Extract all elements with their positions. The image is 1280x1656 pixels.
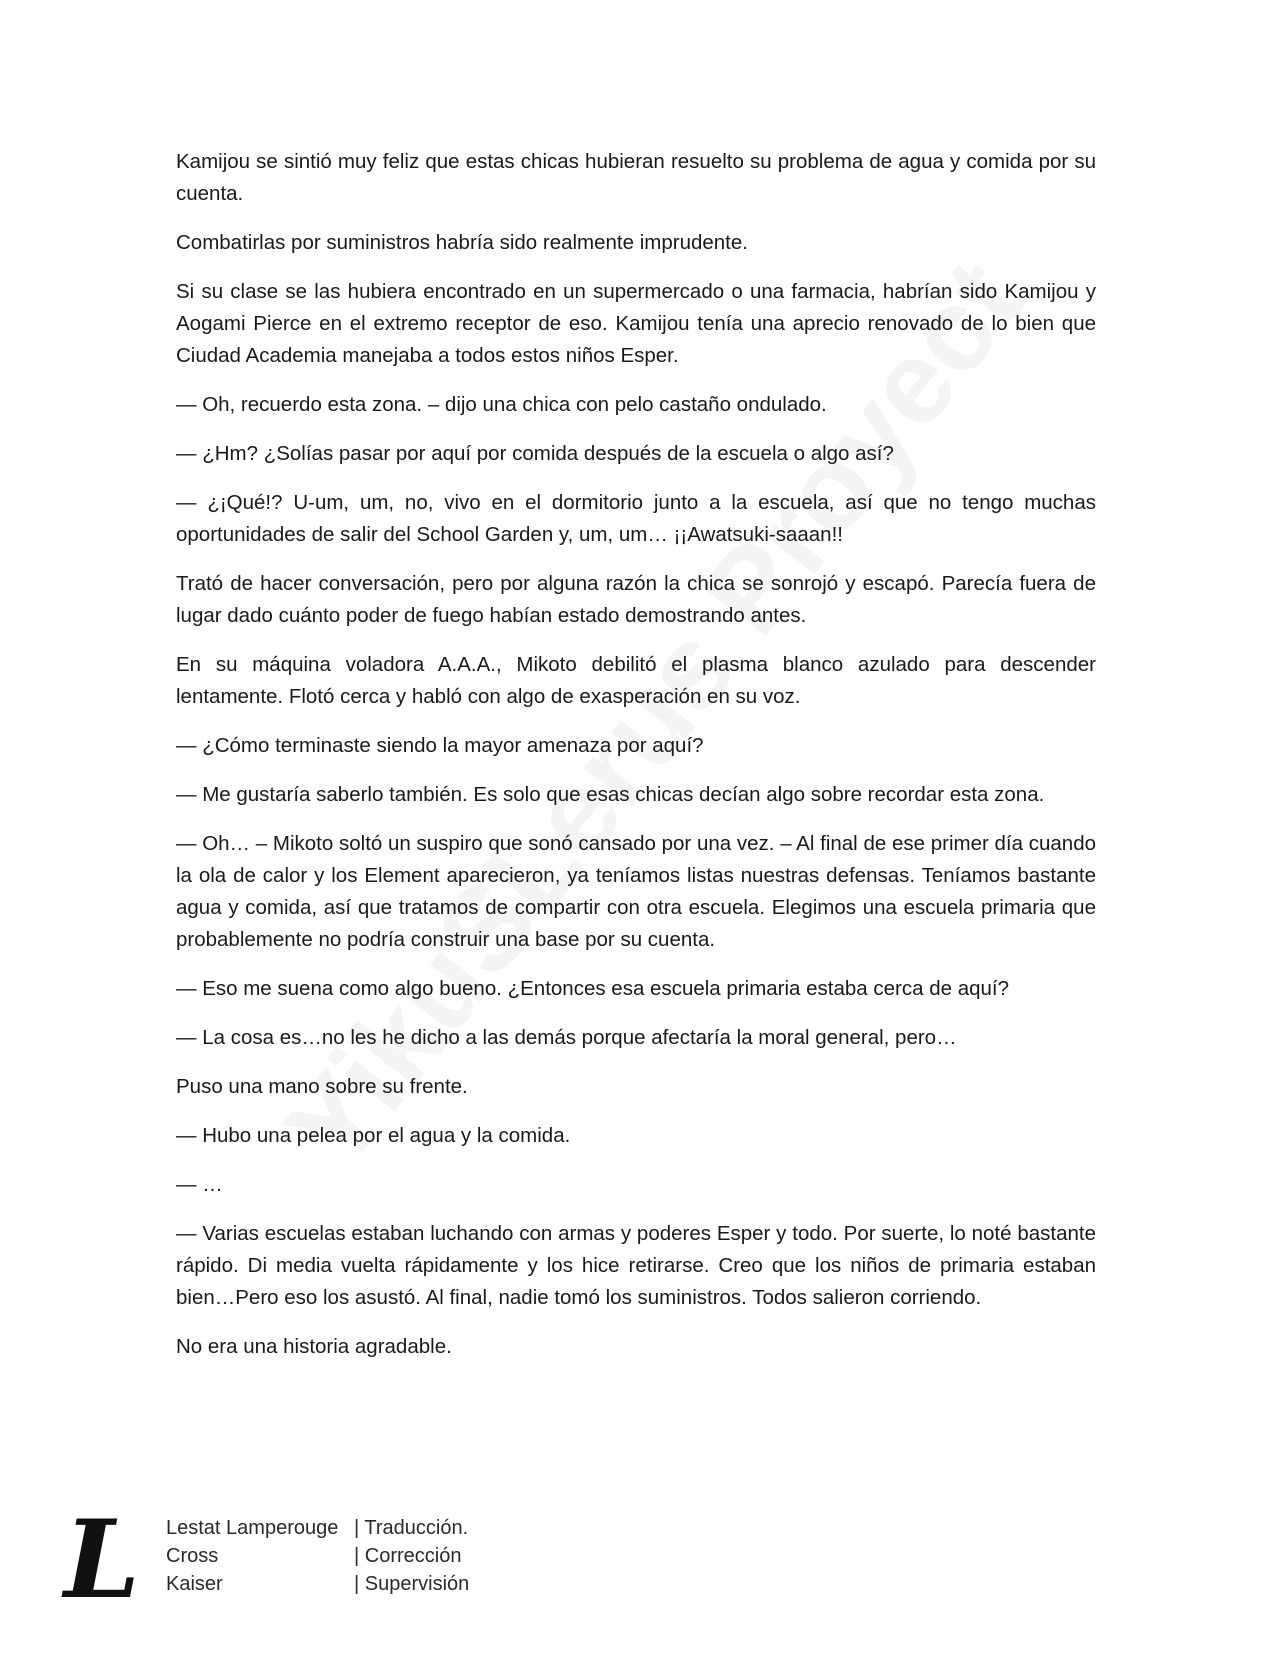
paragraph: Puso una mano sobre su frente. <box>176 1075 468 1098</box>
paragraph: — ¿¡Qué!? U-um, um, no, vivo en el dormitorio junto a la escuela, así que no tengo muchas oportunidades de salir del School Garden y, um, um… ¡¡Awatsuki-saaan!! <box>176 491 1096 546</box>
credit-name: Cross <box>166 1545 219 1567</box>
paragraph: Kamijou se sintió muy feliz que estas chicas hubieran resuelto su problema de agua y comida por su cuenta. <box>176 150 1096 205</box>
credit-role: | Traducción. <box>354 1517 469 1539</box>
credit-row <box>166 1514 469 1542</box>
paragraph: — … <box>176 1173 223 1196</box>
paragraph: — La cosa es…no les he dicho a las demás porque afectaría la moral general, pero… <box>176 1026 957 1049</box>
logo-l: L <box>64 1497 140 1623</box>
body-text <box>176 146 1096 1380</box>
paragraph: — ¿Hm? ¿Solías pasar por aquí por comida después de la escuela o algo así? <box>176 442 894 465</box>
paragraph: En su máquina voladora A.A.A., Mikoto debilitó el plasma blanco azulado para descender lentamente. Flotó cerca y habló con algo de exasperación en su voz. <box>176 653 1096 708</box>
paragraph: Trató de hacer conversación, pero por alguna razón la chica se sonrojó y escapó. Parecía fuera de lugar dado cuánto poder de fuego habían estado demostrando antes. <box>176 572 1096 627</box>
paragraph: — Me gustaría saberlo también. Es solo que esas chicas decían algo sobre recordar esta zona. <box>176 783 1045 806</box>
credit-role: | Supervisión <box>354 1573 470 1595</box>
paragraph: — ¿Cómo terminaste siendo la mayor amenaza por aquí? <box>176 734 704 757</box>
credit-row <box>166 1542 469 1570</box>
credit-name: Lestat Lamperouge <box>166 1517 339 1539</box>
paragraph: Combatirlas por suministros habría sido realmente imprudente. <box>176 231 748 254</box>
paragraph: — Oh, recuerdo esta zona. – dijo una chica con pelo castaño ondulado. <box>176 393 827 416</box>
paragraph: Si su clase se las hubiera encontrado en un supermercado o una farmacia, habrían sido Kamijou y Aogami Pierce en el extremo receptor de eso. Kamijou tenía una aprecio renovado de lo bien que Ciudad Academia manejaba a todos estos niños Esper. <box>176 280 1096 367</box>
credit-role: | Corrección <box>354 1545 462 1567</box>
paragraph: — Hubo una pelea por el agua y la comida. <box>176 1124 571 1147</box>
credit-row <box>166 1570 469 1598</box>
credits-block <box>166 1514 469 1598</box>
paragraph: No era una historia agradable. <box>176 1335 452 1358</box>
paragraph: — Eso me suena como algo bueno. ¿Entonces esa escuela primaria estaba cerca de aquí? <box>176 977 1010 1000</box>
paragraph: — Varias escuelas estaban luchando con armas y poderes Esper y todo. Por suerte, lo noté bastante rápido. Di media vuelta rápidamente y los hice retirarse. Creo que los niños de primaria estaban bien…Pero eso los asustó. Al final, nadie tomó los suministros. Todos salieron corriendo. <box>176 1222 1096 1309</box>
credit-name: Kaiser <box>166 1573 223 1595</box>
paragraph: — Oh… – Mikoto soltó un suspiro que sonó cansado por una vez. – Al final de ese primer día cuando la ola de calor y los Element aparecieron, ya teníamos listas nuestras defensas. Teníamos bastante agua y comida, así que tratamos de compartir con otra escuela. Elegimos una escuela primaria que probablemente no podría construir una base por su cuenta. <box>176 832 1096 951</box>
